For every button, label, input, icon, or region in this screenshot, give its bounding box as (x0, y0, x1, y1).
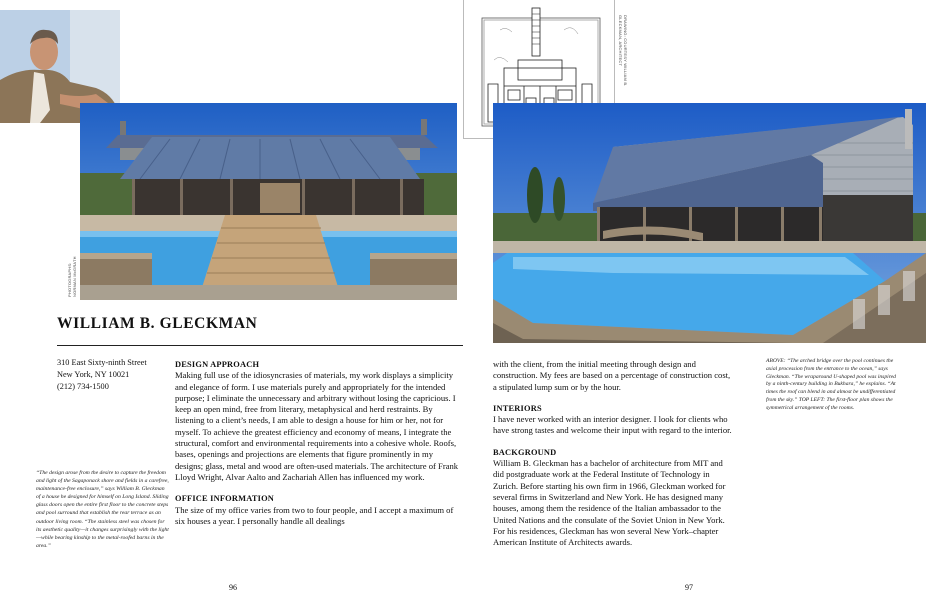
interiors-text: I have never worked with an interior designer. I look for clients who have strong tastes and welcome their input with regard to the interior. (493, 414, 732, 436)
house-pool-photo-right (493, 103, 926, 343)
address-city: New York, NY 10021 (57, 370, 130, 379)
office-information-heading: OFFICE INFORMATION (175, 494, 275, 504)
house-pool-photo-left (80, 103, 457, 300)
page-number-right: 97 (685, 583, 693, 592)
drawing-credit: DRAWING: COURTESY WILLIAM B. GLECKMAN, ARCHITECT (618, 15, 628, 87)
office-information-continued: with the client, from the initial meeting through design and construction. My fees are based on a percentage of construction cost, a stipulated lump sum or by the hour. (493, 359, 731, 392)
right-photo-caption: ABOVE: “The arched bridge over the pool continues the axial procession from the entrance to the ocean,” says Gleckman. “The wraparound U-shaped pool was inspired by a ninth-century building in Bukhara,” he explains. “At times the roof can blend in and almost be undifferentiated from the sky.” TOP LEFT: The first-floor plan shows the symmetrical arrangement of the rooms. (766, 358, 896, 411)
address-street: 310 East Sixty-ninth Street (57, 358, 147, 367)
photo-credit-left: PHOTOGRAPHS: NORMAN McGRATH (67, 256, 77, 297)
office-information-text: The size of my office varies from two to four people, and I accept a maximum of six houses a year. I personally handle all dealings (175, 504, 454, 526)
page-number-left: 96 (229, 583, 237, 592)
design-approach-heading: DESIGN APPROACH (175, 360, 260, 369)
address-block (57, 357, 147, 393)
background-heading: BACKGROUND (493, 447, 557, 457)
interiors-heading: INTERIORS (493, 403, 542, 413)
architect-name-heading: WILLIAM B. GLECKMAN (57, 315, 258, 332)
design-approach-text: Making full use of the idiosyncrasies of materials, my work displays a simplicity and elegance of form. I use materials purely and appropriately for the intended purpose; I eliminate the unnecessary and arbitrary without losing the capricious. I keep an open mind, free from literary, metaphysical and herd restraints. By listening to a client’s needs, I am able to design a house for him or her, not for myself. To achieve the greatest efficiency and economy of means, I integrate the structural, comfort and environmental requirements into a cohesive whole. Roofs, bases, openings and projections are elements that figure prominently in my designs; glass, metal and wood are often-used materials. The architecture of Frank Lloyd Wright, Alvar Aalto and Zachariah Allen has influenced my work. (175, 370, 459, 482)
left-photo-caption: “The design arose from the desire to capture the freedom and light of the Sagaponack shore and fields in a carefree, maintenance-free enclosure,” says William B. Gleckman of a house he designed for himself on Long Island. Sliding glass doors open the entire first floor to the concrete steps and pool surround that establish the rear terrace as an outdoor living room. “The stainless steel was chosen for its aesthetic quality—it changes surprisingly with the light—while bearing kinship to the metal-roofed barns in the area.” (36, 470, 169, 549)
right-body-column (493, 359, 733, 548)
address-phone: (212) 734-1500 (57, 382, 109, 391)
divider-rule (57, 345, 463, 346)
left-body-column (175, 359, 463, 527)
background-text: William B. Gleckman has a bachelor of architecture from MIT and did postgraduate work at the Federal Institute of Technology in Zurich. Before starting his own firm in 1966, Gleckman worked for several firms in Switzerland and New York. He has designed many houses, among them the residence of the Italian ambassador to the United Nations and the consulate of the Soviet Union in New York. For his residences, Gleckman has won several New York–chapter American Institute of Architects awards. (493, 458, 726, 548)
